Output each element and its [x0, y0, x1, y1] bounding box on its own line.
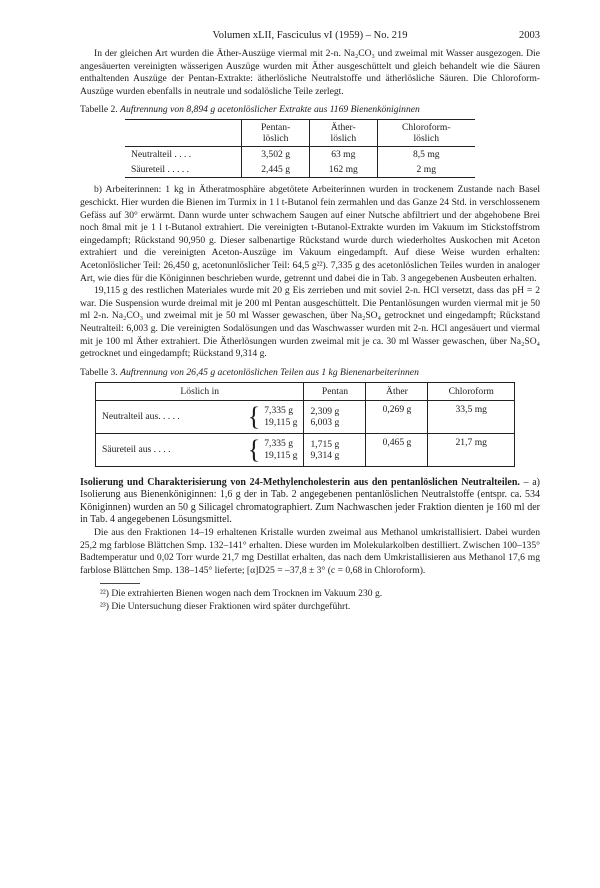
table2-caption-prefix: Tabelle 2. — [80, 104, 118, 116]
table3-row-label: Neutralteil aus. . . . . — [102, 411, 180, 423]
footnote: ²³) Die Untersuchung dieser Fraktionen wird später durchgeführt. — [100, 601, 351, 613]
table2-header: Chloroform- löslich — [377, 120, 475, 147]
table2-header: Äther- löslich — [310, 120, 378, 147]
section-heading — [80, 477, 540, 527]
table2-cell: 63 mg — [310, 147, 378, 163]
table3-header: Pentan — [304, 382, 366, 400]
table-row — [125, 147, 475, 163]
table3-source: 7,335 g — [264, 404, 294, 416]
table2 — [125, 119, 475, 178]
journal-header: Volumen xLII, Fasciculus vI (1959) – No. 219 — [212, 30, 408, 41]
brace-symbol: { — [247, 401, 261, 431]
table3-cell: 6,003 g — [310, 416, 340, 428]
footnote: ²²) Die extrahierten Bienen wogen nach dem Trocknen im Vakuum 230 g. — [100, 588, 383, 600]
table3-header: Löslich in — [96, 382, 304, 400]
table3-header: Äther — [366, 382, 428, 400]
table2-header — [125, 120, 242, 147]
section-heading-text: Isolierung und Charakterisierung von 24-Methylencholesterin aus den pentanlöslichen Neutralteilen. — [80, 476, 520, 488]
table3-cell: 0,269 g — [366, 400, 428, 433]
page — [80, 30, 540, 614]
table3-source: 19,115 g — [264, 449, 298, 461]
brace-symbol: { — [247, 434, 261, 464]
footnote-rule — [100, 583, 140, 584]
table2-cell: 2,445 g — [242, 162, 310, 178]
table-row — [96, 400, 515, 433]
page-number: 2003 — [519, 30, 540, 41]
table3-caption-prefix: Tabelle 3. — [80, 366, 118, 378]
table2-caption — [80, 104, 540, 115]
table2-cell: 8,5 mg — [377, 147, 475, 163]
table2-cell: 3,502 g — [242, 147, 310, 163]
table3-cell: 0,465 g — [366, 433, 428, 466]
table3-cell: 1,715 g — [310, 438, 340, 450]
running-header — [80, 30, 540, 48]
table-row — [96, 433, 515, 466]
table2-cell: Neutralteil . . . . — [131, 149, 192, 161]
table3-caption — [80, 367, 540, 378]
table3-source: 7,335 g — [264, 437, 294, 449]
intro-paragraph: In der gleichen Art wurden die Äther-Auszüge viermal mit 2-n. Na₂CO₃ und zweimal mit Wasser ausgezogen. Die angesäuerten vereinigten wässerigen Auszüge wurden mit Äther ausgeschüttelt und gleich behandelt wie die Säuren enthaltenden Auszüge der Pentan-Extrakte: ätherlösliche Neutralstoffe und ätherlösliche Säuren. Die Chloroform-Auszüge wurden ebenfalls in neutrale und sodalösliche Teile zerlegt. — [80, 48, 540, 97]
table2-cell: 162 mg — [310, 162, 378, 178]
table2-header: Pentan- löslich — [242, 120, 310, 147]
table3-cell: 2,309 g — [310, 405, 340, 417]
table3-cell: 33,5 mg — [428, 400, 515, 433]
table3-cell: 9,314 g — [310, 449, 340, 461]
table2-cell: 2 mg — [377, 162, 475, 178]
table2-caption-title: Auftrennung von 8,894 g acetonlöslicher Extrakte aus 1169 Bienenköniginnen — [120, 104, 420, 116]
paragraph-arbeiterinnen: b) Arbeiterinnen: 1 kg in Ätheratmosphäre abgetötete Arbeiterinnen wurden in trockenem Zustande nach Basel geschickt. Hier wurden die Bienen im Turmix in 1 l t-Butanol fein zermahlen und das Ganze 24 Std. in verschlossenem Gefäss auf 30° erwärmt. Dann wurde unter schwachem Saugen auf einer Nutsche abfiltriert und der abgehobene Brei noch 8mal mit je 1 l t-Butanol extrahiert. Die vereinigten t-Butanol-Extrakte wurden im Vakuum im Stickstoffstrom eingedampft; Rückstand 90,950 g. Dieser salbenartige Rückstand wurde durch wiederholtes Auskochen mit Aceton extrahiert und die vereinigten Aceton-Auszüge im Vakuum eingedampft. Auf diese Weise wurden erhalten: Acetonlöslicher Teil: 26,450 g, acetonunlöslicher Teil: 64,5 g²²). 7,335 g des acetonlöslichen Teiles wurden in analoger Art, wie dies für die Königinnen beschrieben wurde, getrennt und dabei die in Tab. 3 angegebenen Ausbeuten erhalten. — [80, 184, 540, 284]
table3 — [95, 382, 515, 467]
table3-source: 19,115 g — [264, 416, 298, 428]
table3-caption-title: Auftrennung von 26,45 g acetonlöslichen Teilen aus 1 kg Bienenarbeiterinnen — [120, 366, 419, 378]
table3-cell: 21,7 mg — [428, 433, 515, 466]
table2-cell: Säureteil . . . . . — [131, 164, 190, 176]
paragraph-hcl: 19,115 g des restlichen Materiales wurde mit 20 g Eis zerrieben und mit soviel 2-n. HCl versetzt, dass das pH = 2 war. Die Suspension wurde dreimal mit je 200 ml Pentan ausgeschüttelt. Die Pentanlösungen wurden viermal mit je 50 ml 2-n. Na₂CO₃ und zweimal mit je 50 ml Wasser gewaschen, über Na₂SO₄ getrocknet und eingedampft; Rückstand Neutralteil: 6,003 g. Die vereinigten Sodalösungen und das Waschwasser wurden mit 2-n. HCl angesäuert und viermal mit je 100 ml Äther extrahiert. Die Ätherlösungen wurden zweimal mit je ca. 30 ml Wasser gewaschen, über Na₂SO₄ getrocknet und eingedampft; Rückstand 9,314 g. — [80, 285, 540, 360]
table3-row-label: Säureteil aus . . . . — [102, 444, 171, 456]
paragraph-kristalle: Die aus den Fraktionen 14–19 erhaltenen Kristalle wurden zweimal aus Methanol umkristallisiert. Dabei wurden 25,2 mg farblose Blättchen Smp. 132–141° erhalten. Diese wurden im Molekularkolben destilliert. Zwischen 100–135° Badtemperatur und 0,02 Torr wurde 21,7 mg Destillat erhalten, das nach dem Umkristallisieren aus Methanol 17,6 mg farblose Blättchen Smp. 138–145° lieferte; [α]D25 = –37,8 ± 3° (c = 0,68 in Chloroform). — [80, 527, 540, 576]
table-row — [125, 162, 475, 178]
table3-header: Chloroform — [428, 382, 515, 400]
paragraph-isolierung: – a) Isolierung aus Bienenköniginnen: 1,6 g der in Tab. 2 angegebenen pentanlöslichen Neutralstoffe (entspr. ca. 534 Königinnen) wurden an 50 g Silicagel chromatographiert. Zum Nachwaschen jeder Fraktion dienten je 160 ml der in Tab. 4 angegebenen Lösungsmittel. — [80, 476, 540, 526]
